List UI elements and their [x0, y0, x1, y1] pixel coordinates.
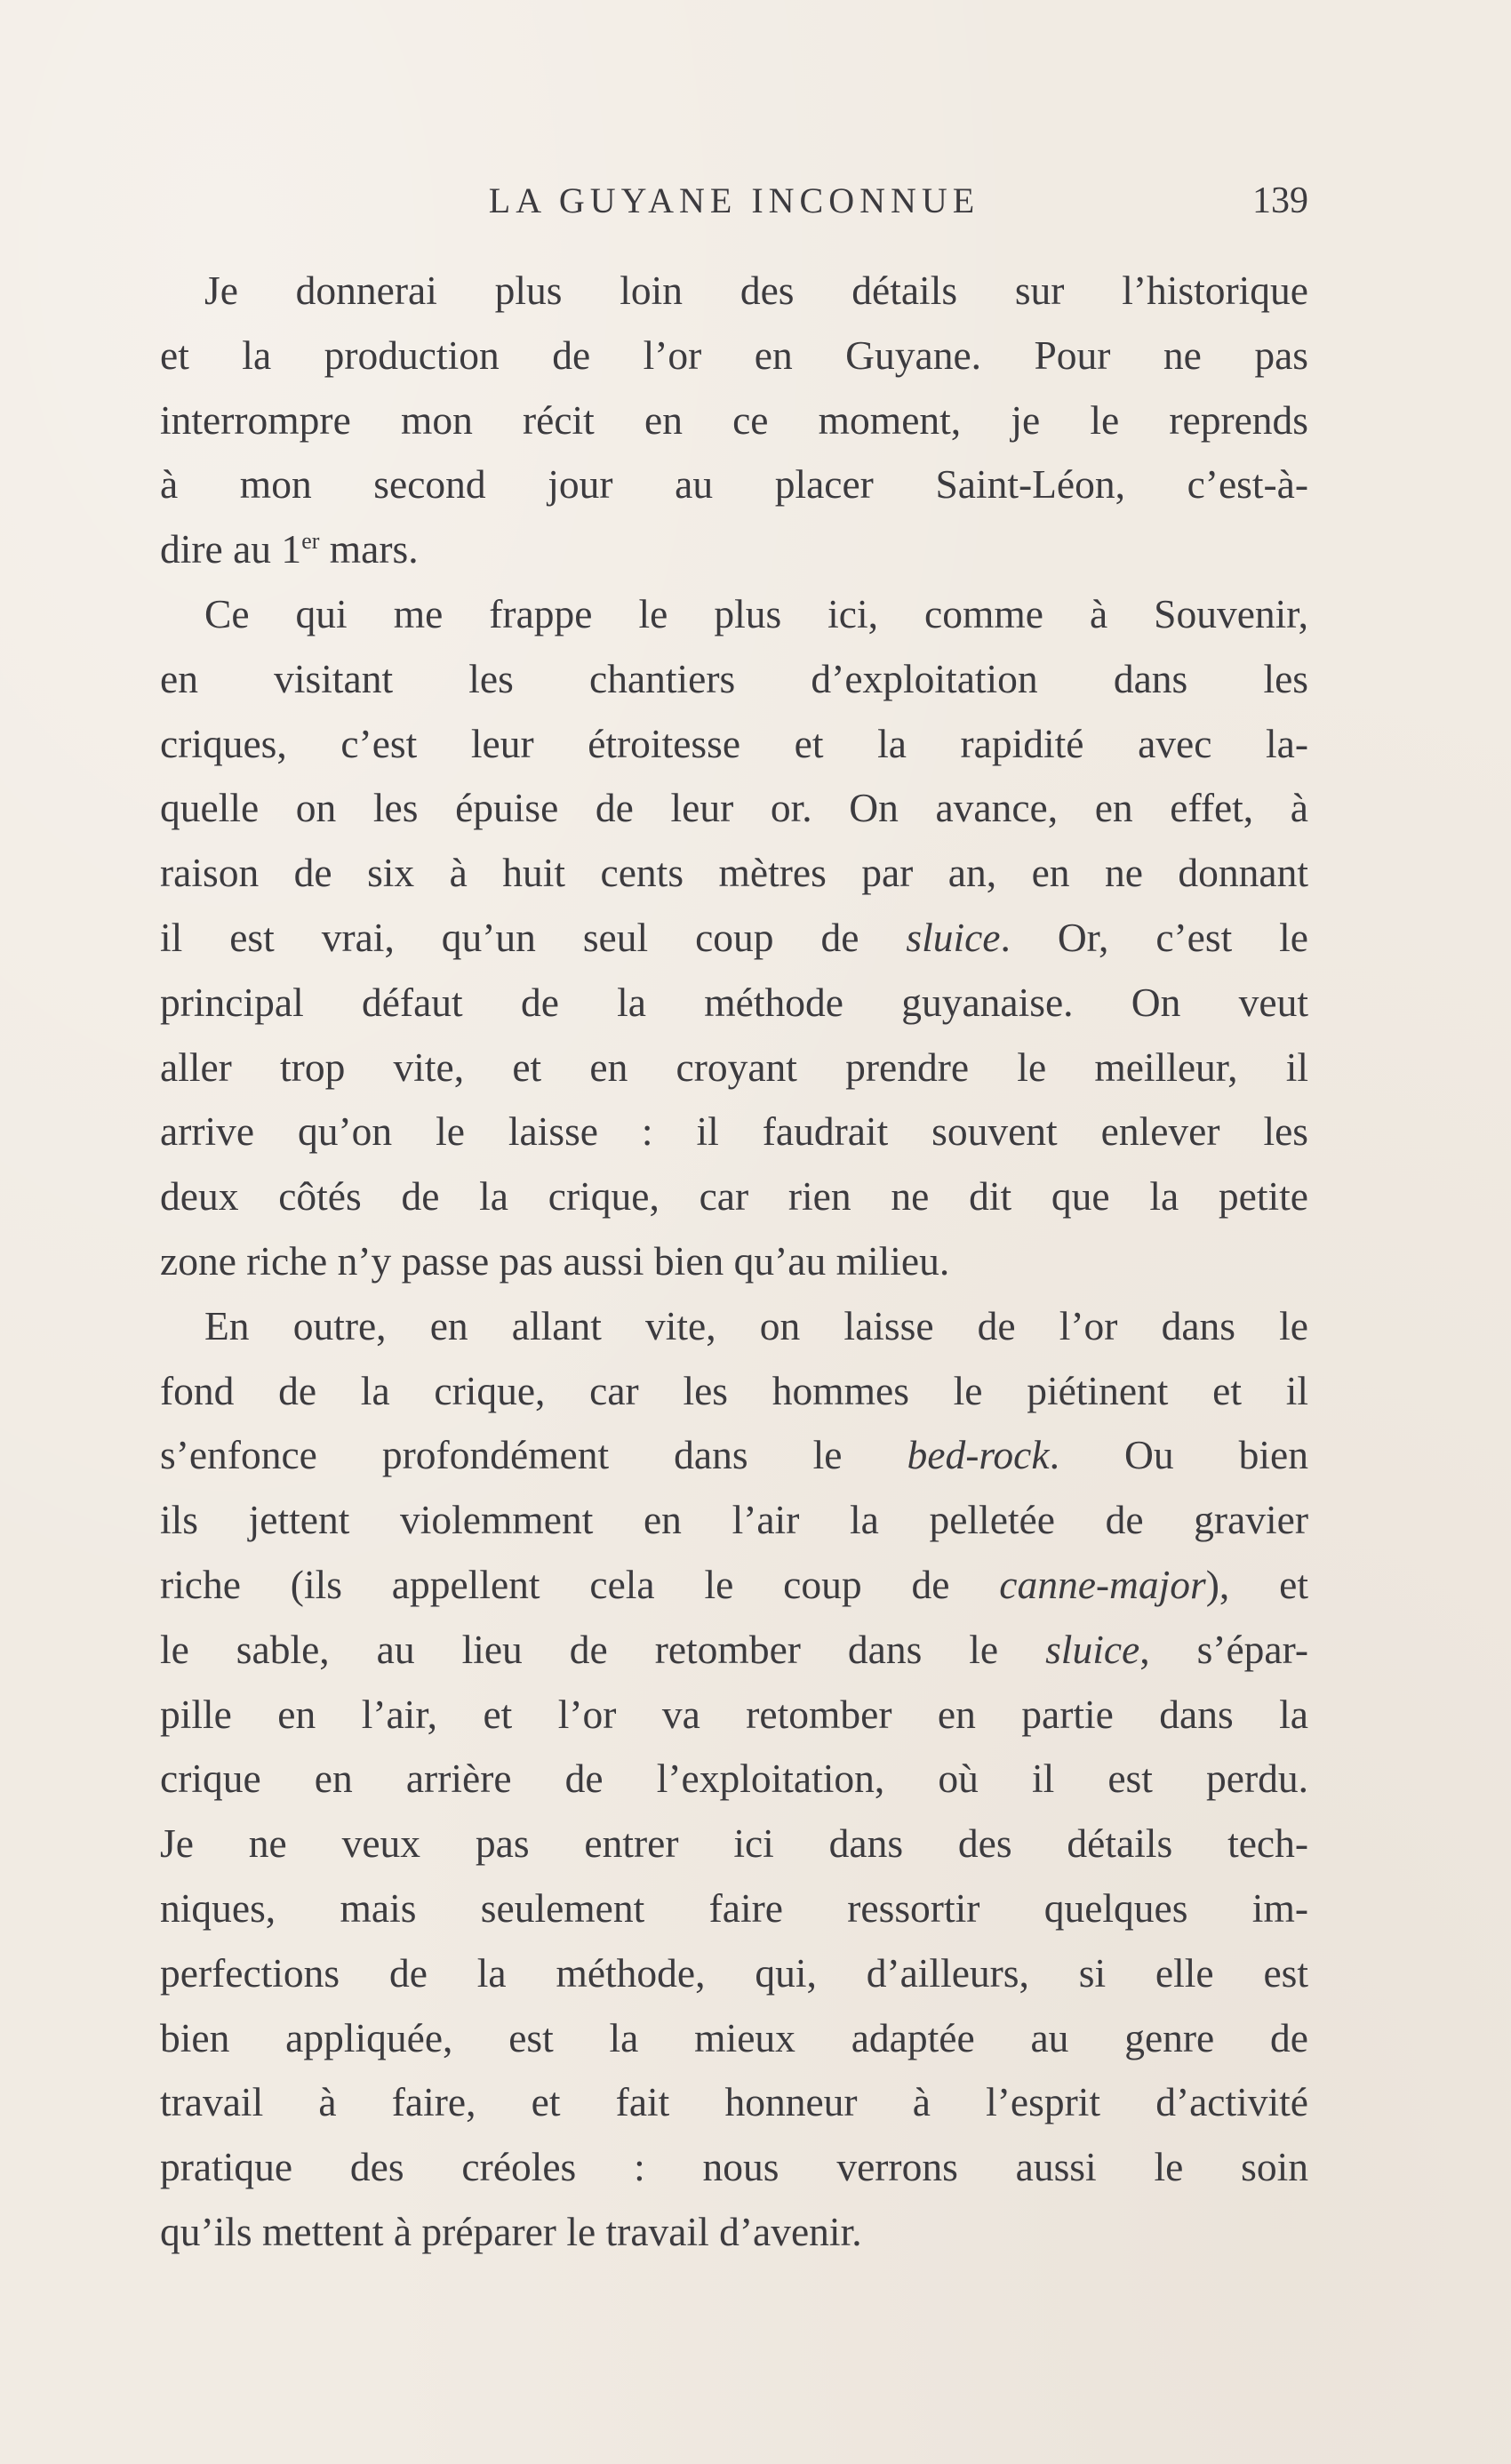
text-line	[160, 1036, 1308, 1100]
text-segment: pille en l’air, et l’or va retomber en partie dans la	[160, 1691, 1308, 1737]
text-segment: riche (ils appellent cela le coup de	[160, 1561, 1000, 1607]
text-segment: arrive qu’on le laisse : il faudrait souvent enlever les	[160, 1108, 1308, 1155]
text-segment: . Or, c’est le	[1000, 914, 1308, 960]
page-header	[160, 174, 1308, 228]
text-line	[160, 1488, 1308, 1553]
text-segment: crique en arrière de l’exploitation, où il est perdu.	[160, 1756, 1308, 1802]
text-segment: pratique des créoles : nous verrons aussi le soin	[160, 2144, 1308, 2190]
text-segment: deux côtés de la crique, car rien ne dit que la petite	[160, 1173, 1308, 1220]
text-segment: raison de six à huit cents mètres par an, en ne donnant	[160, 850, 1308, 896]
text-line	[160, 1423, 1308, 1488]
text-segment: En outre, en allant vite, on laisse de l’or dans le	[204, 1302, 1308, 1348]
text-line	[160, 971, 1308, 1036]
text-line	[160, 2070, 1308, 2135]
text-segment: il est vrai, qu’un seul coup de	[160, 914, 907, 960]
text-line	[160, 1294, 1308, 1359]
text-segment: interrompre mon récit en ce moment, je le reprends	[160, 396, 1308, 443]
text-segment: dire au 1	[160, 526, 302, 572]
text-segment: , s’épar-	[1139, 1626, 1308, 1672]
text-segment: Je donnerai plus loin des détails sur l’historique	[204, 268, 1308, 313]
text-line	[160, 906, 1308, 971]
text-segment: niques, mais seulement faire ressortir quelques im-	[160, 1884, 1308, 1931]
text-segment: zone riche n’y passe pas aussi bien qu’au milieu.	[160, 1237, 950, 1284]
text-segment: et la production de l’or en Guyane. Pour ne pas	[160, 332, 1308, 378]
text-segment: quelle on les épuise de leur or. On avance, en effet, à	[160, 785, 1308, 831]
text-segment: Ce qui me frappe le plus ici, comme à Souvenir,	[204, 590, 1308, 636]
body-text	[160, 259, 1308, 2265]
text-line	[160, 1812, 1308, 1876]
text-segment: perfections de la méthode, qui, d’ailleurs, si elle est	[160, 1949, 1308, 1996]
page-number: 139	[1252, 180, 1308, 221]
running-title: LA GUYANE INCONNUE	[488, 180, 980, 220]
text-line	[160, 841, 1308, 906]
italic-term: sluice	[1045, 1626, 1140, 1672]
italic-term: bed-rock	[907, 1432, 1050, 1478]
text-line	[160, 776, 1308, 841]
text-line	[160, 452, 1308, 517]
text-segment: s’enfonce profondément dans le	[160, 1432, 907, 1478]
text-segment: ), et	[1205, 1561, 1308, 1607]
text-segment: Je ne veux pas entrer ici dans des détails tech-	[160, 1820, 1308, 1867]
text-line	[160, 1229, 1308, 1294]
text-line	[160, 2135, 1308, 2200]
text-line	[160, 2006, 1308, 2071]
text-line	[160, 1359, 1308, 1424]
text-line	[160, 712, 1308, 777]
text-line	[160, 324, 1308, 388]
text-line	[160, 1683, 1308, 1748]
text-segment: ils jettent violemment en l’air la pelletée de gravier	[160, 1497, 1308, 1543]
text-segment: fond de la crique, car les hommes le piétinent et il	[160, 1367, 1308, 1413]
text-segment: . Ou bien	[1049, 1432, 1308, 1478]
text-segment: en visitant les chantiers d’exploitation dans les	[160, 655, 1308, 701]
text-line	[160, 259, 1308, 324]
italic-term: canne-major	[999, 1561, 1206, 1607]
text-segment: mars.	[319, 526, 419, 572]
text-segment: principal défaut de la méthode guyanaise. On veut	[160, 979, 1308, 1025]
text-segment: aller trop vite, et en croyant prendre le meilleur, il	[160, 1044, 1308, 1090]
text-segment: bien appliquée, est la mieux adaptée au genre de	[160, 2014, 1308, 2060]
text-line	[160, 1164, 1308, 1229]
text-line	[160, 1618, 1308, 1683]
text-segment: à mon second jour au placer Saint-Léon, c’est-à-	[160, 461, 1308, 508]
text-segment: le sable, au lieu de retomber dans le	[160, 1626, 1046, 1672]
text-line	[160, 582, 1308, 647]
text-line	[160, 1100, 1308, 1164]
text-line	[160, 1941, 1308, 2006]
text-line	[160, 1876, 1308, 1941]
text-segment: travail à faire, et fait honneur à l’esprit d’activité	[160, 2079, 1308, 2125]
text-line	[160, 388, 1308, 453]
text-segment: qu’ils mettent à préparer le travail d’avenir.	[160, 2208, 862, 2254]
text-line	[160, 517, 1308, 582]
text-line	[160, 647, 1308, 712]
text-segment: criques, c’est leur étroitesse et la rapidité avec la-	[160, 720, 1308, 766]
text-line	[160, 2200, 1308, 2265]
superscript: er	[301, 528, 320, 555]
text-line	[160, 1553, 1308, 1618]
italic-term: sluice	[906, 914, 1001, 960]
text-line	[160, 1747, 1308, 1812]
